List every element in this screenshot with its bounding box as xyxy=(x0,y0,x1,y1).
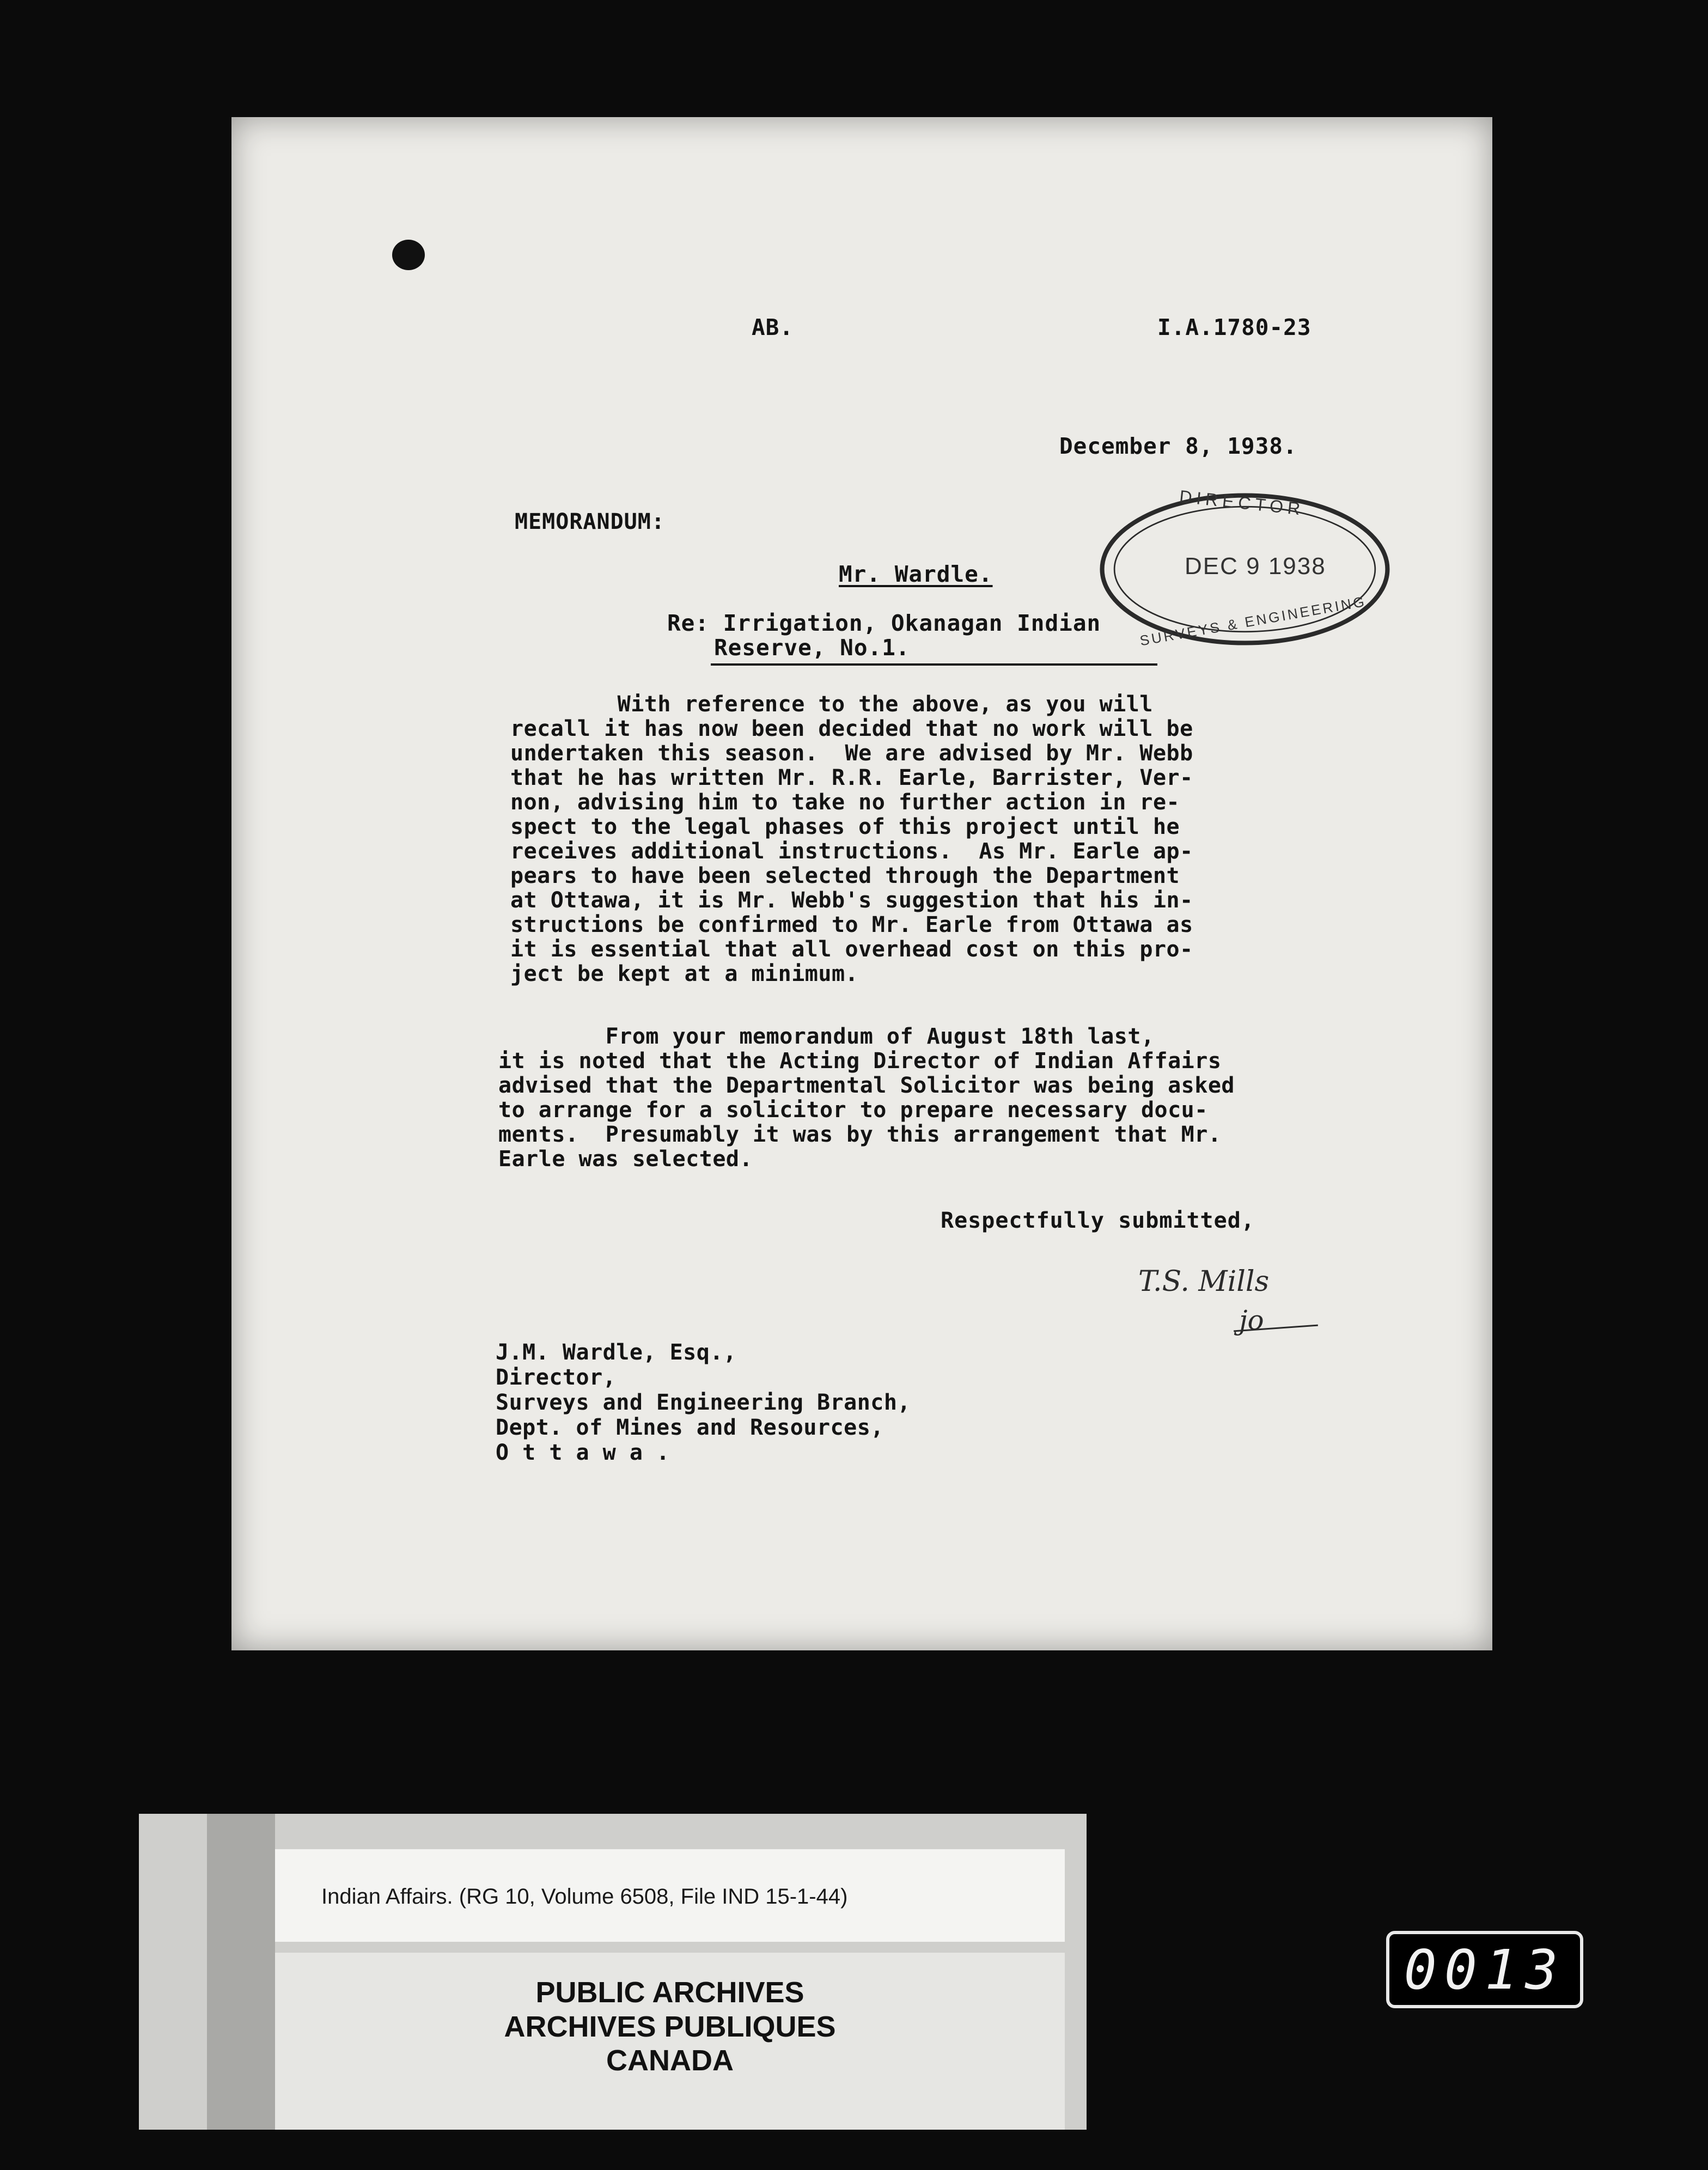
address-line: Director, xyxy=(496,1365,617,1390)
paragraph-line: receives additional instructions. As Mr. Earle ap- xyxy=(510,839,1193,864)
subject-line-1: Re: Irrigation, Okanagan Indian xyxy=(667,610,1101,636)
paragraph-line: advised that the Departmental Solicitor was being asked xyxy=(498,1073,1235,1098)
paragraph-line: recall it has now been decided that no work will be xyxy=(510,716,1193,741)
file-ref-left: AB. xyxy=(752,314,794,340)
paragraph-line: structions be confirmed to Mr. Earle from Ottawa as xyxy=(510,912,1193,937)
closing: Respectfully submitted, xyxy=(941,1208,1255,1233)
archive-name-en: PUBLIC ARCHIVES xyxy=(535,1976,804,2009)
address-line: J.M. Wardle, Esq., xyxy=(496,1340,737,1365)
frame-number: 0013 xyxy=(1404,1937,1566,2002)
file-ref-right: I.A.1780-23 xyxy=(1157,314,1311,340)
paragraph-line: Earle was selected. xyxy=(498,1147,753,1172)
paragraph-line: at Ottawa, it is Mr. Webb's suggestion that his in- xyxy=(510,888,1193,913)
paragraph-line: it is noted that the Acting Director of Indian Affairs xyxy=(498,1049,1222,1074)
paragraph-line: undertaken this season. We are advised by Mr. Webb xyxy=(510,741,1193,766)
stamp-label-bottom: SURVEYS & ENGINEERING xyxy=(1138,593,1368,649)
punch-hole xyxy=(392,240,425,270)
paragraph-line: From your memorandum of August 18th last, xyxy=(498,1024,1155,1049)
paragraph-line: spect to the legal phases of this project until he xyxy=(510,814,1180,839)
memo-recipient: Mr. Wardle. xyxy=(839,561,993,587)
address-line: O t t a w a . xyxy=(496,1440,670,1465)
paragraph-line: With reference to the above, as you will xyxy=(510,692,1153,717)
handwritten-signature: T.S. Mills xyxy=(1138,1265,1270,1298)
memo-date: December 8, 1938. xyxy=(1059,433,1297,459)
memo-heading: MEMORANDUM: xyxy=(515,509,665,534)
paragraph-line: it is essential that all overhead cost on this pro- xyxy=(510,937,1193,962)
paragraph-line: ments. Presumably it was by this arrangement that Mr. xyxy=(498,1122,1222,1147)
paragraph-line: that he has written Mr. R.R. Earle, Barrister, Ver- xyxy=(510,765,1193,790)
address-line: Surveys and Engineering Branch, xyxy=(496,1390,911,1415)
archive-name-fr: ARCHIVES PUBLIQUES xyxy=(504,2010,836,2043)
paragraph-line: non, advising him to take no further action in re- xyxy=(510,790,1180,815)
stamp-label-top: DIRECTOR xyxy=(1178,486,1306,519)
subject-line-2: Reserve, No.1. xyxy=(714,635,910,661)
paragraph-line: to arrange for a solicitor to prepare necessary docu- xyxy=(498,1098,1208,1123)
paragraph-line: ject be kept at a minimum. xyxy=(510,961,859,986)
subject-underline xyxy=(711,663,1157,666)
archive-citation: Indian Affairs. (RG 10, Volume 6508, File IND 15-1-44) xyxy=(321,1885,848,1909)
paragraph-line: pears to have been selected through the Department xyxy=(510,863,1180,888)
archive-country: CANADA xyxy=(606,2044,734,2077)
address-line: Dept. of Mines and Resources, xyxy=(496,1415,884,1440)
stamp-date: DEC 9 1938 xyxy=(1185,553,1326,580)
frame-counter xyxy=(1386,1931,1583,2008)
handwritten-initials: jo xyxy=(1239,1305,1264,1336)
archive-label-shade xyxy=(207,1814,275,2130)
